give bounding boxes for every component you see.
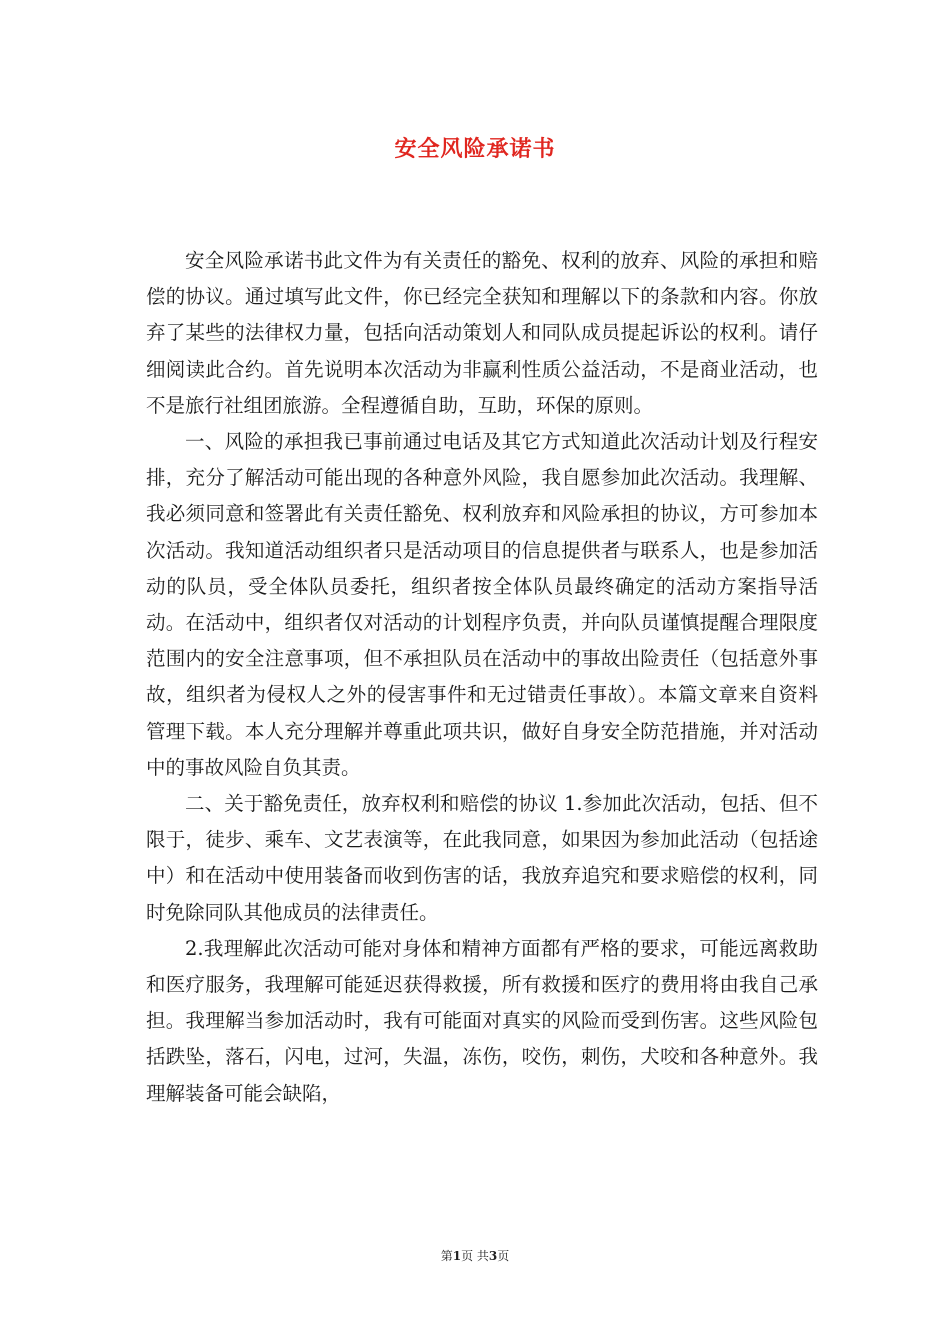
paragraph-understanding: 2.我理解此次活动可能对身体和精神方面都有严格的要求，可能远离救助和医疗服务，我理解可能延迟获得救援，所有救援和医疗的费用将由我自己承担。我理解当参加活动时，我有可能面对真实的风险而受到伤害。这些风险包括跌坠，落石，闪电，过河，失温，冻伤，咬伤，刺伤，犬咬和各种意外。我理解装备可能会缺陷， <box>146 936 818 1105</box>
paragraph-risk-assumption: 一、风险的承担我已事前通过电话及其它方式知道此次活动计划及行程安排，充分了解活动可能出现的各种意外风险，我自愿参加此次活动。我理解、我必须同意和签署此有关责任豁免、权利放弃和风险承担的协议，方可参加本次活动。我知道活动组织者只是活动项目的信息提供者与联系人，也是参加活动的队员，受全体队员委托，组织者按全体队员最终确定的活动方案指导活动。在活动中，组织者仅对活动的计划程序负责，并向队员谨慎提醒合理限度范围内的安全注意事项，但不承担队员在活动中的事故出险责任（包括意外事故，组织者为侵权人之外的侵害事件和无过错责任事故）。本篇文章来自资料管理下载。本人充分理解并尊重此项共识，做好自身安全防范措施，并对活动中的事故风险自负其责。 <box>146 430 818 779</box>
footer-suffix: 页 <box>497 1249 510 1263</box>
total-pages-number: 3 <box>488 1249 498 1263</box>
footer-prefix: 第 <box>440 1249 453 1263</box>
paragraph-waiver-agreement: 二、关于豁免责任，放弃权利和赔偿的协议 1.参加此次活动，包括、但不限于，徒步、乘车、文艺表演等，在此我同意，如果因为参加此活动（包括途中）和在活动中使用装备而收到伤害的话，我放弃追究和要求赔偿的权利，同时免除同队其他成员的法律责任。 <box>146 792 818 924</box>
document-body <box>146 243 818 1112</box>
page-footer <box>0 1247 950 1264</box>
document-title: 安全风险承诺书 <box>394 136 556 162</box>
footer-middle: 页 共 <box>461 1249 489 1263</box>
paragraph-intro: 安全风险承诺书此文件为有关责任的豁免、权利的放弃、风险的承担和赔偿的协议。通过填写此文件，你已经完全获知和理解以下的条款和内容。你放弃了某些的法律权力量，包括向活动策划人和同队成员提起诉讼的权利。请仔细阅读此合约。首先说明本次活动为非赢利性质公益活动，不是商业活动，也不是旅行社组团旅游。全程遵循自助，互助，环保的原则。 <box>146 249 818 417</box>
current-page-number: 1 <box>452 1249 462 1263</box>
